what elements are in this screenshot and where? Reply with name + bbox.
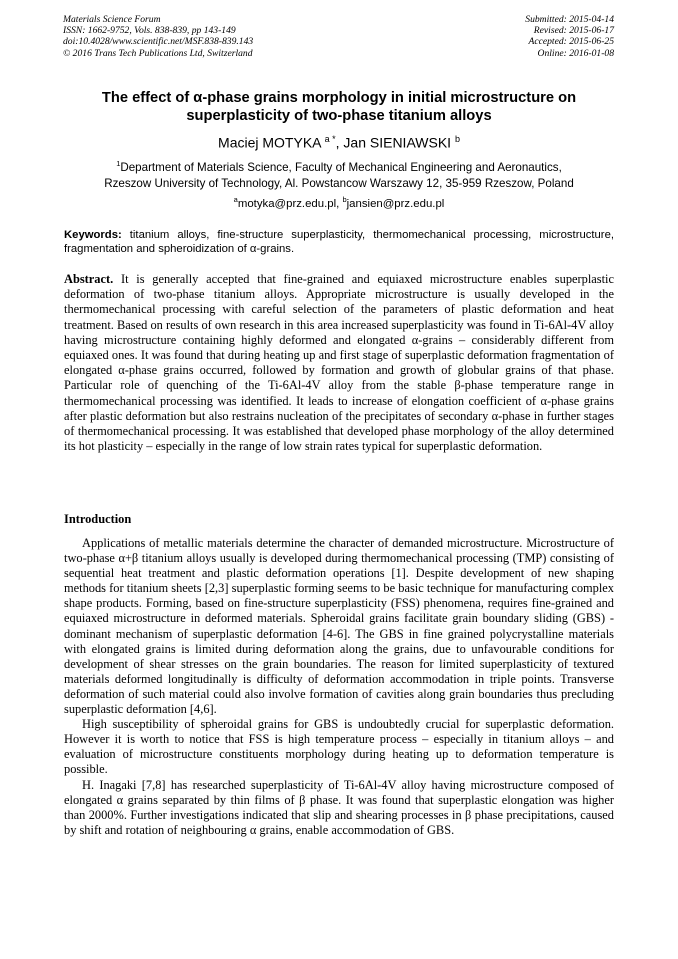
title-line-1: The effect of α-phase grains morphology in initial microstructure on: [101, 90, 577, 106]
keywords-block: [64, 228, 614, 256]
journal-name: Materials Science Forum: [63, 14, 161, 25]
abstract-label: Abstract.: [64, 272, 114, 286]
email-b-marker: b: [342, 195, 347, 204]
submitted-date: Submitted: 2015-04-14: [525, 14, 614, 25]
author-2: Jan SIENIAWSKI: [343, 134, 452, 151]
doi-line: doi:10.4028/www.scientific.net/MSF.838-839.143: [63, 36, 254, 48]
affiliation: [60, 156, 618, 192]
affiliation-line-1: Department of Materials Science, Faculty of Mechanical Engineering and Aeronautics,: [120, 160, 562, 174]
author-1: Maciej MOTYKA: [218, 134, 321, 151]
affiliation-line-2: Rzeszow University of Technology, Al. Powstancow Warszawy 12, 35-959 Rzeszow, Poland: [104, 176, 574, 190]
title-line-2: superplasticity of two-phase titanium alloys: [186, 108, 492, 124]
intro-paragraph: High susceptibility of spheroidal grains for GBS is undoubtedly crucial for superplastic deformation. However it is worth to notice that FSS is high temperature process – especially in titanium alloys – and evaluation of microstructure constituents morphology during heating up to deformation temperature is possible.: [64, 717, 614, 777]
revised-date: Revised: 2015-06-17: [533, 25, 614, 37]
email-list: [60, 193, 618, 211]
abstract-block: [64, 272, 614, 454]
intro-paragraph: Applications of metallic materials determine the character of demanded microstructure. Microstructure of two-phase α+β titanium alloys usually is developed during thermomechanical processing (TMP) consisting of sequential heat treatment and plastic deformation operations [1]. Despite development of new shaping methods for titanium sheets [2,3] superplastic forming seems to be basic technique for manufacturing complex shape products. Forming, based on fine-structure superplasticity (FSS) phenomena, requires fine-grained and equiaxed microstructure in deformed materials. Spheroidal grains facilitate grain boundary sliding (GBS) - dominant mechanism of superplastic deformation [4-6]. The GBS in fine grained polycrystalline materials with elongated grains is limited during deformation along the grains, due to unfavourable conditions for development of shear stresses on the grain boundaries. The reason for limited superplasticity of textured materials deformed longitudinally is difficulty of deformation accommodation in triple points. Transverse deformation of such material could also involve formation of cavities along grain boundaries thus precluding superplastic deformation [4,6].: [64, 536, 614, 717]
abstract-text: It is generally accepted that fine-grained and equiaxed microstructure enables superplastic deformation of two-phase titanium alloys. Appropriate microstructure is usually developed in the thermomechanical processing with careful selection of the parameters of plastic deformation and heat treatment. Based on results of own research in this area increased superplasticity was found in Ti-6Al-4V alloy having microstructure containing highly deformed and elongated α-grains – considerably different from equiaxed ones. It was found that during heating up and first stage of superplastic deformation fragmentation of elongated α-phase grains occurred, followed by formation and growth of globular grains of that phase. Particular role of quenching of the Ti-6Al-4V alloy from the stable β-phase temperature range in thermomechanical processing was identified. It leads to increase of elongation coefficient of α-phase grains after plastic deformation but also restrains nucleation of the precipitates of secondary α-phase in further stages of thermomechanical processing. It was established that developed phase morphology of the alloy determined its hot plasticity – especially in the range of low strain rates typical for superplastic deformation.: [64, 272, 614, 454]
email-a[interactable]: motyka@prz.edu.pl,: [237, 197, 343, 210]
email-a-marker: a: [233, 195, 238, 204]
keywords-label: Keywords:: [64, 229, 122, 241]
author-separator: ,: [335, 134, 344, 151]
accepted-date: Accepted: 2015-06-25: [528, 36, 614, 48]
submission-dates: [525, 14, 614, 59]
issn-line: ISSN: 1662-9752, Vols. 838-839, pp 143-149: [63, 25, 236, 37]
author-1-marker: a *: [324, 134, 336, 144]
author-list: [60, 130, 618, 152]
email-b[interactable]: jansien@prz.edu.pl: [346, 197, 445, 210]
intro-paragraph: H. Inagaki [7,8] has researched superplasticity of Ti-6Al-4V alloy having microstructure composed of elongated α grains separated by thin films of β phase. It was found that superplastic elongation was higher than 2000%. Further investigations indicated that slip and shearing processes in β phase precipitations, caused by shift and rotation of neighbouring α grains, enable accommodation of GBS.: [64, 777, 614, 837]
author-2-marker: b: [454, 134, 460, 144]
online-date: Online: 2016-01-08: [537, 47, 614, 59]
paper-title: [60, 89, 618, 125]
keywords-text: titanium alloys, fine-structure superplasticity, thermomechanical processing, microstructure, fragmentation and spheroidization of α-grains.: [64, 229, 614, 255]
journal-info: [63, 14, 253, 59]
affiliation-marker: 1: [116, 159, 121, 168]
introduction-heading: Introduction: [64, 512, 132, 526]
copyright-line: © 2016 Trans Tech Publications Ltd, Switzerland: [63, 47, 253, 59]
introduction-body: [64, 536, 614, 838]
